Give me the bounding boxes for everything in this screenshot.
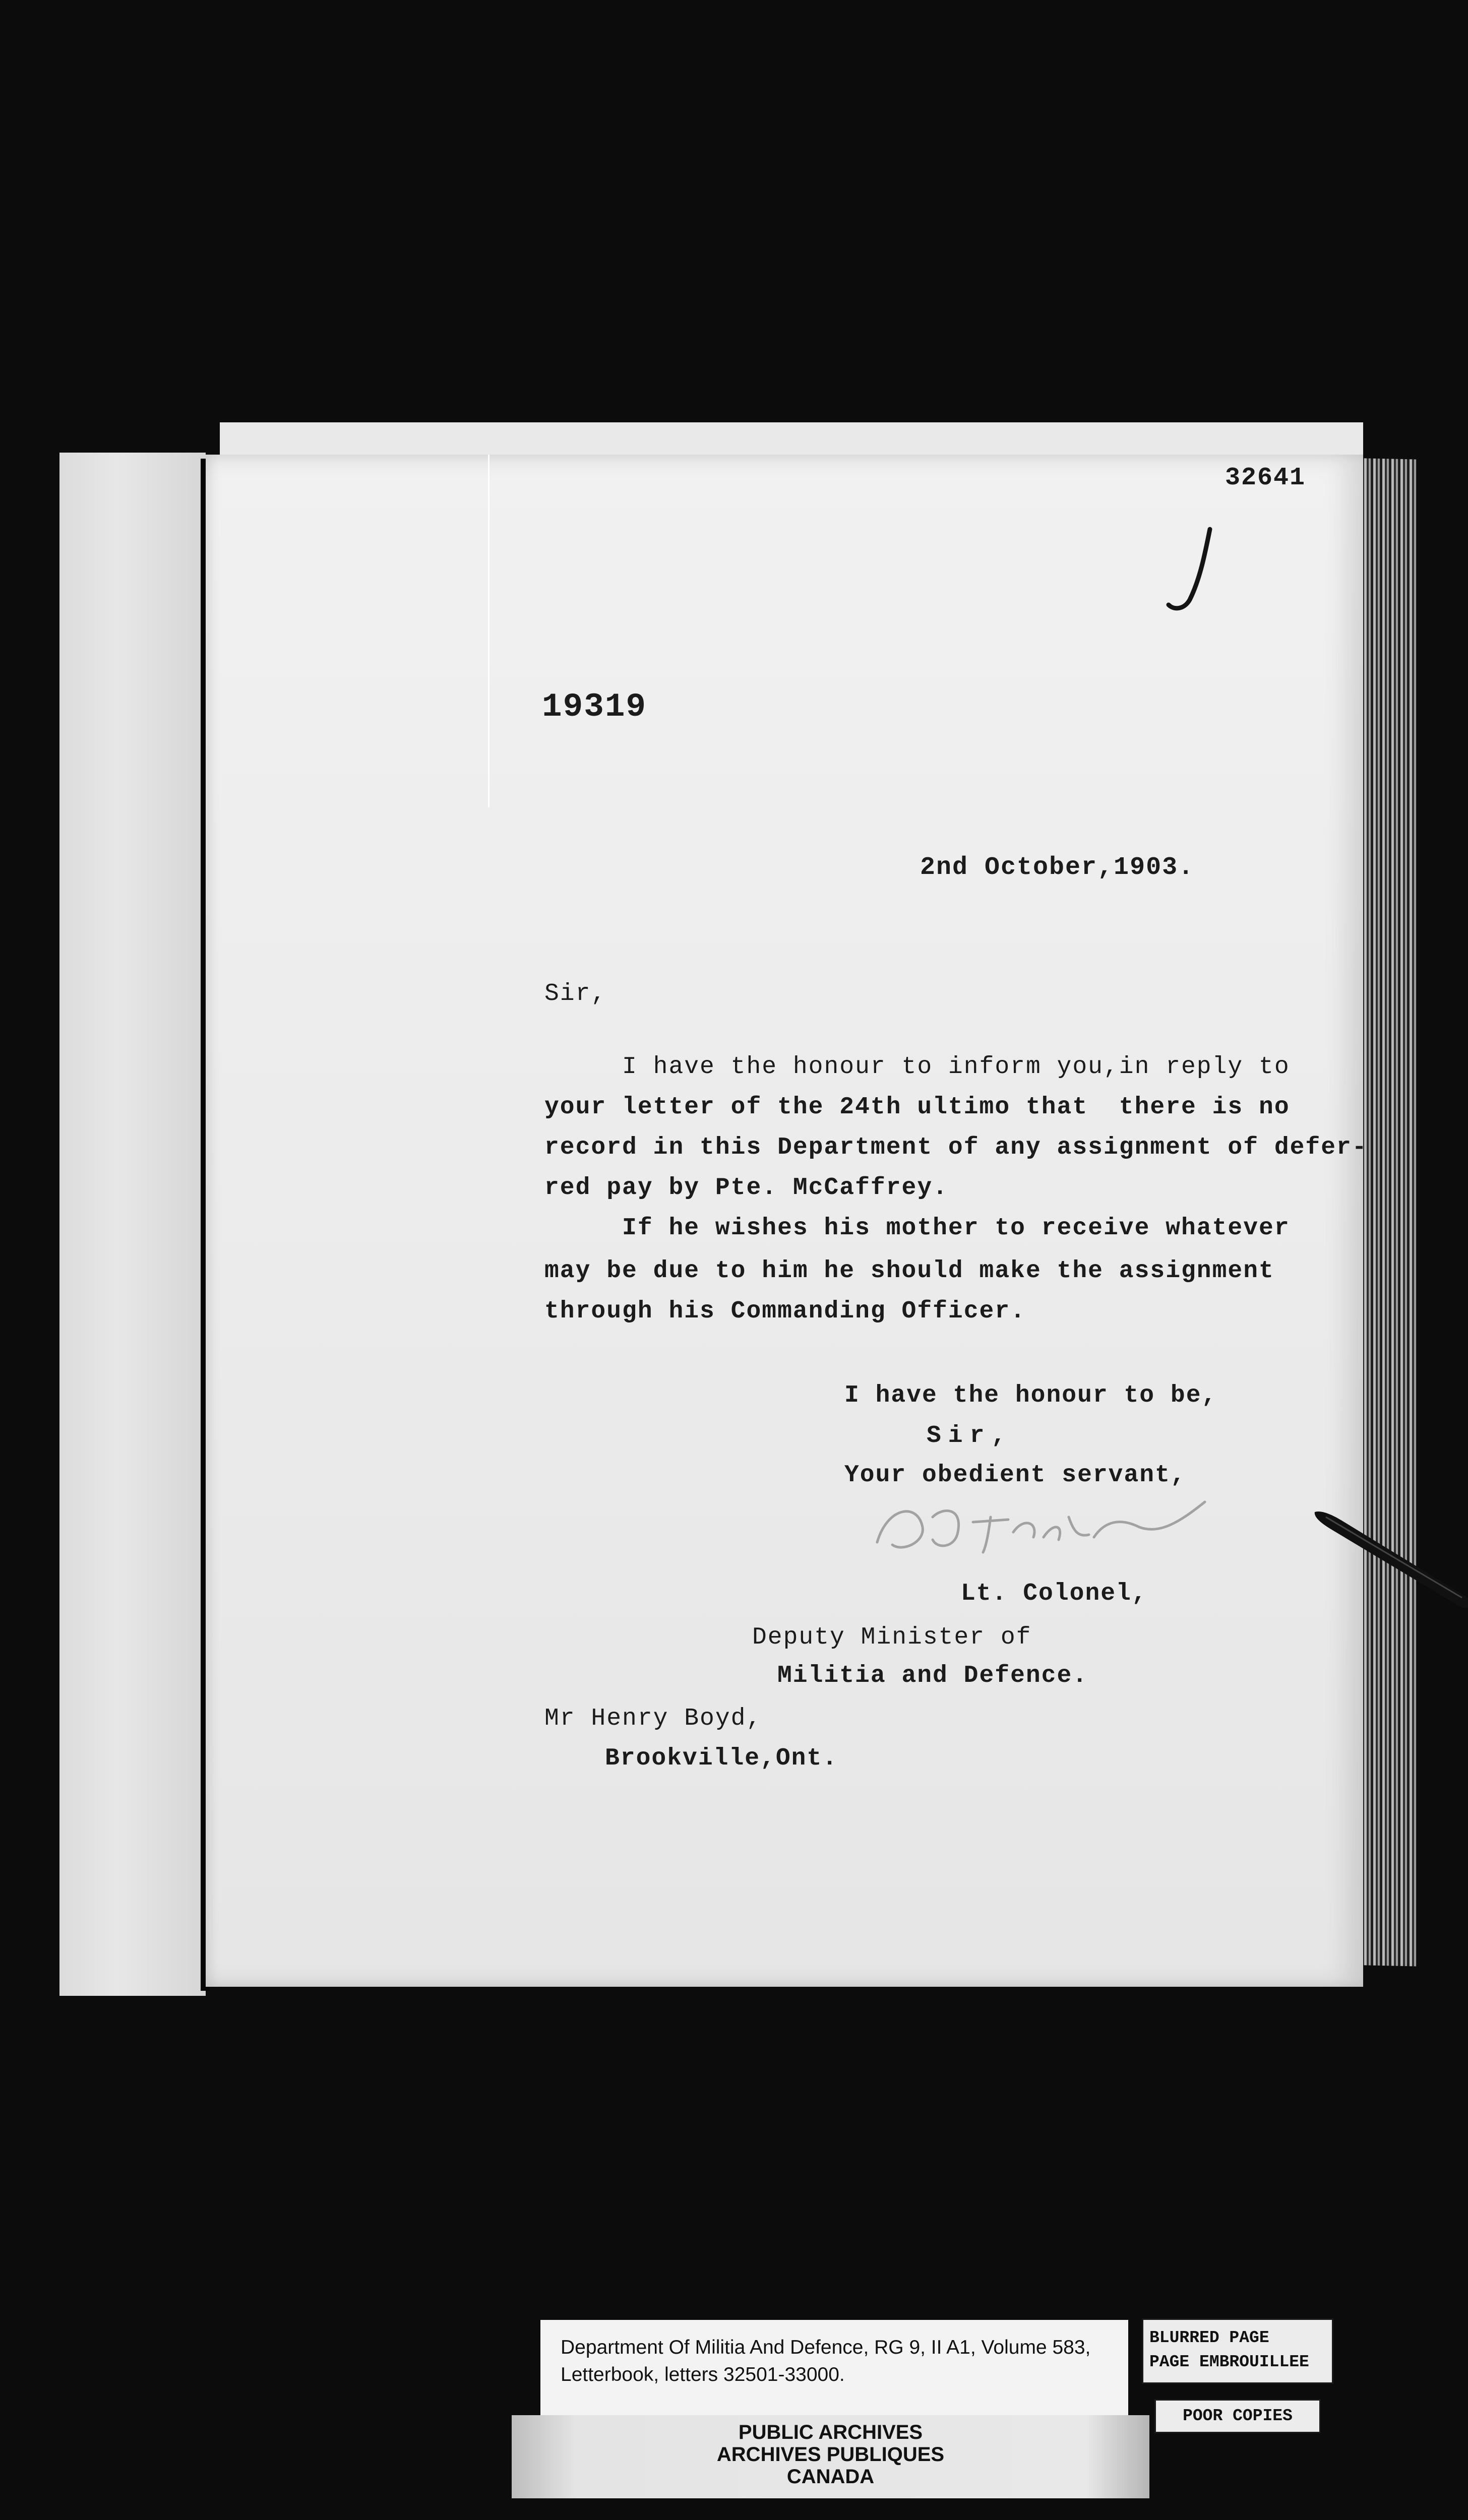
signature-icon	[857, 1487, 1220, 1567]
poor-copies-stamp: POOR COPIES	[1154, 2399, 1321, 2433]
closing-line: Sir,	[927, 1422, 1013, 1450]
body-line: If he wishes his mother to receive whatever	[544, 1215, 1290, 1242]
archives-line: CANADA	[786, 2466, 875, 2488]
paper-crease	[488, 455, 490, 807]
body-line: through his Commanding Officer.	[544, 1298, 1026, 1325]
citation-line: Department Of Militia And Defence, RG 9, II A1, Volume 583,	[561, 2337, 1091, 2358]
pen-icon	[1311, 1507, 1468, 1608]
public-archives-label	[512, 2415, 1149, 2498]
blurred-page-stamp	[1142, 2318, 1333, 2384]
citation-line: Letterbook, letters 32501-33000.	[561, 2364, 845, 2385]
signatory-title: Deputy Minister of	[752, 1624, 1032, 1651]
stamp-line: PAGE EMBROUILLEE	[1149, 2353, 1309, 2371]
citation-label	[540, 2320, 1128, 2418]
check-mark-icon	[1154, 524, 1225, 615]
body-line: may be due to him he should make the assignment	[544, 1257, 1274, 1285]
closing-line: I have the honour to be,	[844, 1382, 1217, 1409]
signatory-title: Militia and Defence.	[777, 1662, 1088, 1689]
salutation: Sir,	[544, 980, 607, 1007]
facing-page	[59, 453, 206, 1996]
body-line: your letter of the 24th ultimo that there is no	[544, 1094, 1290, 1121]
addressee-place: Brookville,Ont.	[605, 1745, 838, 1772]
file-number: 19319	[542, 688, 647, 726]
letter-date: 2nd October,1903.	[920, 853, 1195, 882]
folio-number: 32641	[1225, 464, 1306, 492]
body-line: I have the honour to inform you,in reply to	[544, 1053, 1290, 1081]
stamp-line: BLURRED PAGE	[1149, 2328, 1269, 2347]
archives-line: PUBLIC ARCHIVES	[738, 2421, 923, 2443]
body-line: record in this Department of any assignment of defer-	[544, 1134, 1368, 1161]
signatory-rank: Lt. Colonel,	[961, 1580, 1147, 1607]
archives-line: ARCHIVES PUBLIQUES	[716, 2443, 945, 2466]
closing-line: Your obedient servant,	[844, 1462, 1186, 1489]
addressee-name: Mr Henry Boyd,	[544, 1705, 762, 1732]
body-line: red pay by Pte. McCaffrey.	[544, 1174, 948, 1202]
